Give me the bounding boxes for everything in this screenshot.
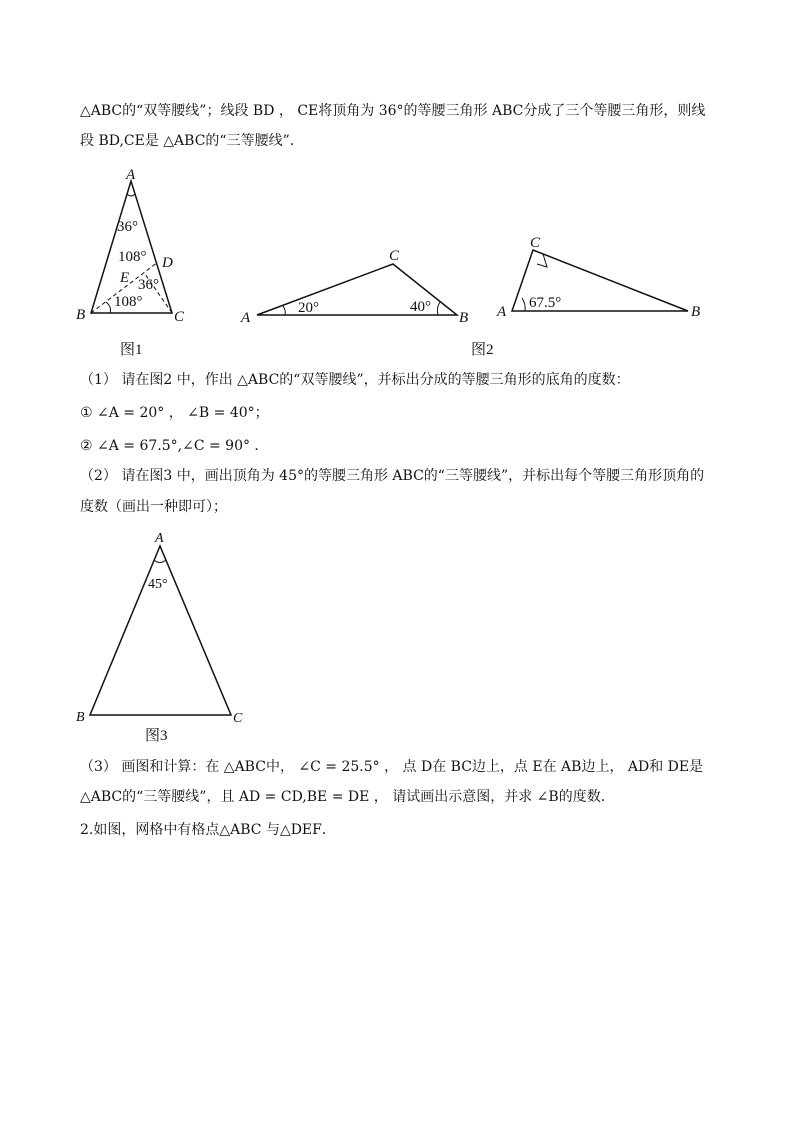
q2-prompt-line-1: （2） 请在图3 中，画出顶角为 45°的等腰三角形 ABC的“三等腰线”，并标出每个等腰三角形顶角的 — [80, 468, 705, 484]
fig2a-angle-a: 20° — [298, 300, 319, 316]
fig1-angle-d108: 108° — [118, 249, 147, 265]
fig3-triangle — [90, 546, 231, 715]
fig3-label-a: A — [155, 531, 164, 546]
q3-prompt-line-2: △ABC的“三等腰线”，且 AD = CD,BE = DE ， 请试画出示意图，并求 ∠B的度数． — [80, 789, 615, 805]
fig3-angle-a: 45° — [148, 577, 168, 592]
fig1-angle-b108: 108° — [114, 294, 143, 310]
fig2a-angle-arc-a — [283, 306, 285, 315]
fig2a-angle-b: 40° — [410, 299, 431, 315]
fig2b-label-a: A — [497, 304, 507, 320]
fig1-label-a: A — [126, 167, 136, 183]
fig1-label-c: C — [174, 309, 185, 325]
fig1-label-b: B — [76, 307, 86, 323]
fig3-angle-arc-a — [154, 560, 166, 563]
fig2b-angle-arc-a — [522, 298, 525, 311]
intro-line-2: 段 BD,CE是 △ABC的“三等腰线”． — [80, 133, 304, 149]
fig2b-angle-a: 67.5° — [529, 295, 562, 311]
fig2a-label-a: A — [241, 310, 251, 326]
q3-prompt-line-1: （3） 画图和计算：在 △ABC中， ∠C = 25.5° ， 点 D在 BC边上，点 E在 AB边上， AD和 DE是 — [80, 759, 704, 775]
fig1-label-d: D — [162, 255, 173, 271]
fig3-label-c: C — [233, 711, 243, 726]
fig1-angle-top: 36° — [117, 219, 138, 235]
fig2b-right-angle-mark — [537, 254, 547, 267]
fig3-label-b: B — [76, 710, 85, 725]
fig2b-label-c: C — [530, 235, 541, 251]
q1-case-1: ① ∠A = 20° ， ∠B = 40°； — [80, 405, 269, 421]
q1-prompt: （1） 请在图2 中，作出 △ABC的“双等腰线”，并标出分成的等腰三角形的底角的度数： — [80, 372, 630, 388]
fig2-caption: 图2 — [471, 342, 494, 358]
figure-3 — [70, 525, 260, 725]
fig1-caption: 图1 — [120, 342, 143, 358]
figure-2-right — [495, 230, 710, 325]
fig3-caption: 图3 — [145, 728, 168, 744]
q2-prompt-line-2: 度数（画出一种即可）； — [80, 499, 227, 515]
fig2a-label-b: B — [459, 310, 469, 326]
fig1-angle-arc-a — [127, 194, 135, 196]
fig1-label-e: E — [120, 270, 130, 286]
intro-line-1: △ABC的“双等腰线”；线段 BD ， CE将顶角为 36°的等腰三角形 ABC分成了三个等腰三角形，则线 — [80, 103, 706, 119]
fig2a-angle-arc-b — [437, 302, 440, 315]
problem-2-intro: 2.如图，网格中有格点△ABC 与△DEF． — [80, 822, 336, 838]
figure-1 — [70, 165, 210, 330]
figure-2-left — [235, 240, 475, 330]
fig2b-label-b: B — [691, 304, 701, 320]
q1-case-2: ② ∠A = 67.5°,∠C = 90° ． — [80, 438, 269, 454]
fig1-angle-arc-b — [106, 302, 111, 313]
fig2a-label-c: C — [389, 248, 400, 264]
fig1-angle-e36: 36° — [138, 277, 159, 293]
